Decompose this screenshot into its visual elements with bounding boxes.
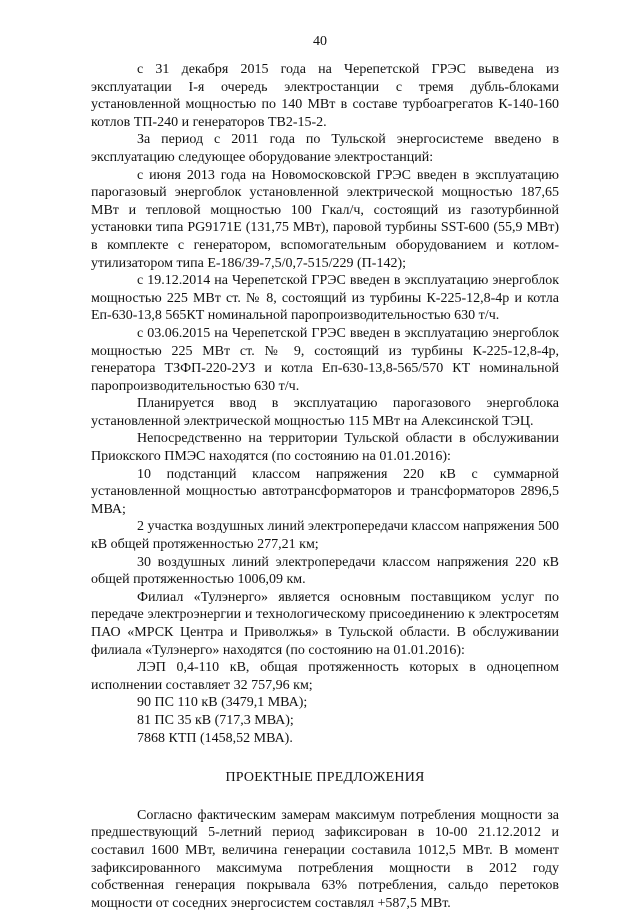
list-item-ps-35: 81 ПС 35 кВ (717,3 МВА); <box>137 712 294 728</box>
paragraph-prioksk-pmes: Непосредственно на территории Тульской области в обслуживании Приокского ПМЭС находятся (по состоянию на 01.01.2016): <box>91 431 559 465</box>
paragraph-cherepet-unit-8: с 19.12.2014 на Черепетской ГРЭС введен в эксплуатацию энергоблок мощностью 225 МВт ст. № 8, состоящий из турбины К-225-12,8-4р и котла Еп-630-13,8 565КТ номинальной паропроизводительностью 630 т/ч. <box>91 273 559 324</box>
paragraph-novomoskovsk-unit: с июня 2013 года на Новомосковской ГРЭС введен в эксплуатацию парогазовый энергоблок установленной электрической мощностью 187,65 МВт и тепловой мощностью 100 Гкал/ч, состоящий из газотурбинной установки типа PG9171E (131,75 МВт), паровой турбины SST-600 (55,9 МВт) в комплекте с генератором, вспомогательным оборудованием и котлом-утилизатором типа Е-186/39-7,5/0,7-515/229 (П-142); <box>91 167 559 271</box>
page-number: 40 <box>313 34 327 49</box>
list-item-ps-110: 90 ПС 110 кВ (3479,1 МВА); <box>137 695 308 711</box>
paragraph-tulenergo: Филиал «Тулэнерго» является основным поставщиком услуг по передаче электроэнергии и технологическому присоединению к электросетям ПАО «МРСК Центра и Приволжья» в Тульской области. В обслуживании филиала «Тулэнерго» находятся (по состоянию на 01.01.2016): <box>91 589 559 658</box>
paragraph-substations-220: 10 подстанций классом напряжения 220 кВ с суммарной установленной мощностью автотрансформаторов и трансформаторов 2896,5 МВА; <box>91 466 559 517</box>
paragraph-commissioned-intro: За период с 2011 года по Тульской энергосистеме введено в эксплуатацию следующее оборудование электростанций: <box>91 132 559 165</box>
paragraph-lep-length: ЛЭП 0,4-110 кВ, общая протяженность которых в одноцепном исполнении составляет 32 757,96 км; <box>91 660 559 693</box>
section-heading: ПРОЕКТНЫЕ ПРЕДЛОЖЕНИЯ <box>225 770 425 786</box>
paragraph-cherepet-decommission: с 31 декабря 2015 года на Черепетской ГРЭС выведена из эксплуатации I-я очередь электростанции с тремя дубль-блоками установленной мощностью по 140 МВт в составе турбоагрегатов К-140-160 котлов ТП-240 и генераторов ТВ2-15-2. <box>91 62 559 130</box>
paragraph-cherepet-unit-9: с 03.06.2015 на Черепетской ГРЭС введен в эксплуатацию энергоблок мощностью 225 МВт ст. № 9, состоящий из турбины К-225-12,8-4р, генератора ТЗФП-220-2УЗ и котла Еп-630-13,8-565/570 КТ номинальной паропроизводительностью 630 т/ч. <box>91 325 559 394</box>
paragraph-lines-220: 30 воздушных линий электропередачи классом напряжения 220 кВ общей протяженностью 1006,09 км. <box>91 554 559 588</box>
document-body <box>91 61 559 912</box>
paragraph-aleksin-plan: Планируется ввод в эксплуатацию парогазового энергоблока установленной электрической мощностью 115 МВт на Алексинской ТЭЦ. <box>91 396 559 429</box>
paragraph-peak-consumption: Согласно фактическим замерам максимум потребления мощности за предшествующий 5-летний период зафиксирован в 10-00 21.12.2012 и составил 1600 МВт, величина генерации составила 1012,5 МВт. В момент зафиксированного максимума потребления мощности в 2012 году собственная генерация покрывала 63% потребления, сальдо перетоков мощности от соседних энергосистем составлял +587,5 МВт. <box>91 807 559 911</box>
paragraph-lines-500: 2 участка воздушных линий электропередачи классом напряжения 500 кВ общей протяженностью 277,21 км; <box>91 519 559 553</box>
list-item-ktp: 7868 КТП (1458,52 МВА). <box>137 730 293 746</box>
